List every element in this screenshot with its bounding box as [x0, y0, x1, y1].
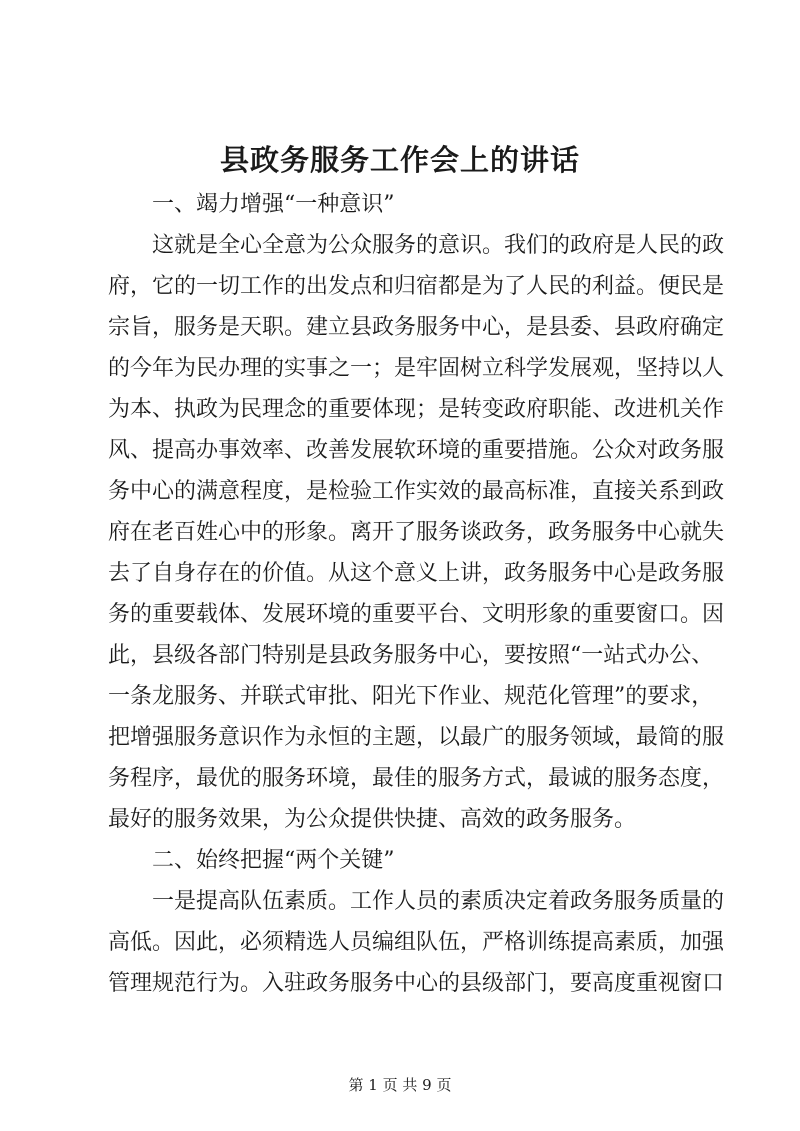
text-line: 去了自身存在的价值。从这个意义上讲，政务服务中心是政务服 [108, 561, 725, 586]
text-line: 宗旨，服务是天职。建立县政务服务中心，是县委、县政府确定 [108, 315, 725, 340]
text-line: 最好的服务效果，为公众提供快捷、高效的政务服务。 [108, 807, 637, 832]
document-body [108, 184, 725, 1004]
text-line: 务的重要载体、发展环境的重要平台、文明形象的重要窗口。因 [108, 602, 725, 627]
text-line: 二、始终把握“两个关键” [152, 848, 395, 873]
text-line: 把增强服务意识作为永恒的主题，以最广的服务领域，最简的服 [108, 725, 725, 750]
text-line: 的今年为民办理的实事之一；是牢固树立科学发展观，坚持以人 [108, 356, 725, 381]
text-line: 管理规范行为。入驻政务服务中心的县级部门，要高度重视窗口 [108, 971, 725, 996]
text-line: 这就是全心全意为公众服务的意识。我们的政府是人民的政 [152, 233, 725, 258]
text-line: 高低。因此，必须精选人员编组队伍，严格训练提高素质，加强 [108, 930, 725, 955]
text-line: 一、竭力增强“一种意识” [152, 192, 395, 217]
text-line: 风、提高办事效率、改善发展软环境的重要措施。公众对政务服 [108, 438, 725, 463]
text-line: 此，县级各部门特别是县政务服务中心，要按照“一站式办公、 [108, 643, 714, 668]
text-line: 务程序，最优的服务环境，最佳的服务方式，最诚的服务态度， [108, 766, 725, 791]
text-line: 府在老百姓心中的形象。离开了服务谈政务，政务服务中心就失 [108, 520, 725, 545]
document-title: 县政务服务工作会上的讲话 [219, 143, 580, 177]
text-line: 府，它的一切工作的出发点和归宿都是为了人民的利益。便民是 [108, 274, 725, 299]
text-line: 务中心的满意程度，是检验工作实效的最高标准，直接关系到政 [108, 479, 725, 504]
page-footer: 第 1 页 共 9 页 [348, 1076, 452, 1094]
text-line: 一条龙服务、并联式审批、阳光下作业、规范化管理”的要求， [108, 684, 714, 709]
text-line: 一是提高队伍素质。工作人员的素质决定着政务服务质量的 [152, 889, 725, 914]
text-line: 为本、执政为民理念的重要体现；是转变政府职能、改进机关作 [108, 397, 725, 422]
